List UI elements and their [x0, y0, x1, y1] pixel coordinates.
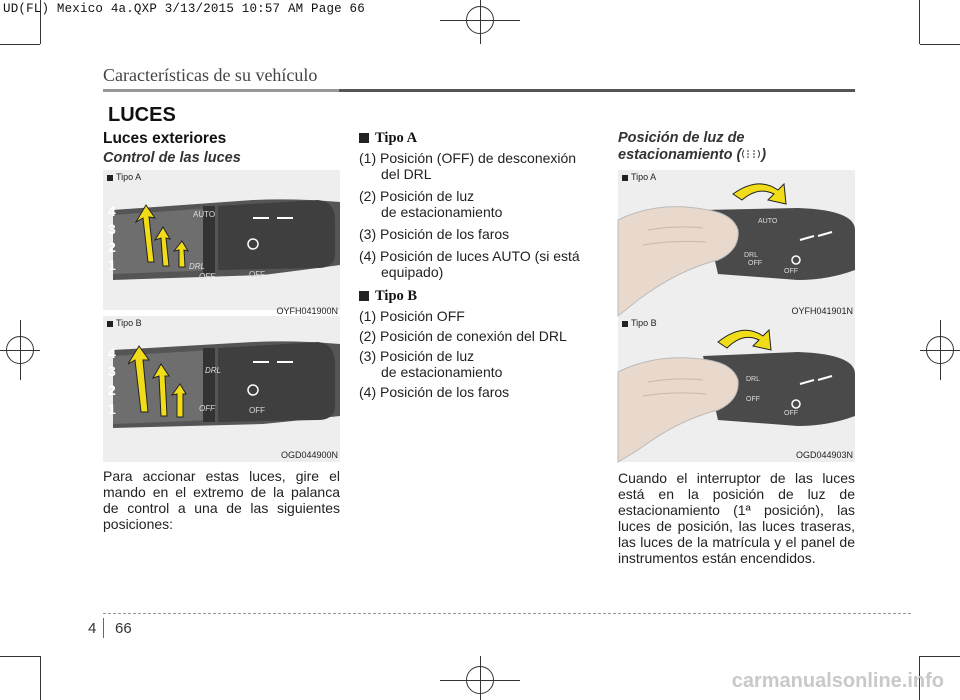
crop-mark [919, 0, 920, 44]
off-label: OFF [199, 404, 215, 413]
crop-mark [920, 656, 960, 657]
position-number: 3 [108, 363, 116, 379]
tipo-b-heading: Tipo B [359, 288, 417, 305]
parking-light-icon [741, 148, 761, 160]
list-item: (2) Posición de conexión del DRL [359, 328, 567, 344]
figure-code: OGD044903N [795, 450, 853, 460]
off-label: OFF [748, 260, 762, 267]
list-item: (4) Posición de luces AUTO (si está equipado) [359, 248, 580, 280]
figure-code: OGD044900N [280, 450, 338, 460]
crop-mark [0, 656, 40, 657]
position-number: 3 [108, 221, 116, 237]
lever-illustration-a [103, 170, 340, 310]
print-slug: UD(FL) Mexico 4a.QXP 3/13/2015 10:57 AM Page 66 [3, 2, 365, 16]
figure-code: OYFH041900N [276, 306, 338, 316]
crop-mark [0, 44, 40, 45]
page-divider [103, 618, 104, 638]
list-item: (1) Posición (OFF) de desconexión del DRL [359, 150, 577, 182]
col3-paragraph: Cuando el interruptor de las luces está en la posición de luz de estacionamiento (1ª posición), las luces de posición, las luces traseras, las luces de la matrícula y el panel de instrumentos están encendidos. [618, 470, 855, 566]
auto-label: AUTO [193, 210, 216, 219]
type-a-tag: Tipo A [622, 172, 656, 182]
type-b-tag: Tipo B [622, 318, 657, 328]
off-label: OFF [784, 410, 798, 417]
crop-mark [920, 44, 960, 45]
drl-label: DRL [189, 262, 206, 271]
list-item: (2) Posición de luz de estacionamiento [359, 188, 503, 220]
tipo-b-list [359, 308, 599, 406]
tipo-a-list [359, 150, 599, 286]
off-label: OFF [784, 268, 798, 275]
tipo-a-heading: Tipo A [359, 130, 417, 147]
auto-label: AUTO [758, 218, 778, 225]
list-item: (3) Posición de luz de estacionamiento [359, 348, 503, 380]
off-label: OFF [249, 270, 265, 279]
lever-illustration-b [103, 316, 340, 462]
parking-photo-type-a [618, 170, 855, 316]
parking-light-heading-line2: estacionamiento ( ) [618, 147, 767, 163]
drl-label: DRL [746, 376, 761, 383]
list-item: (3) Posición de los faros [359, 226, 510, 242]
page-number: 66 [115, 620, 132, 637]
position-number: 2 [108, 239, 116, 255]
exterior-lights-heading: Luces exteriores [103, 130, 227, 147]
figure-code: OYFH041901N [791, 306, 853, 316]
position-number: 1 [108, 401, 116, 417]
position-number: 2 [108, 382, 116, 398]
footer-rule [103, 613, 911, 614]
lever-photo-type-a [103, 170, 340, 316]
position-number: 4 [108, 345, 116, 361]
position-number: 1 [108, 257, 116, 273]
running-header: Características de su vehículo [103, 65, 318, 85]
section-title: LUCES [108, 104, 176, 126]
crop-mark [40, 656, 41, 700]
watermark: carmanualsonline.info [731, 670, 944, 692]
lever-photo-type-b [103, 316, 340, 462]
drl-label: DRL [744, 252, 759, 259]
hand-lever-illustration-b [618, 316, 855, 462]
header-rule-accent [103, 89, 339, 92]
list-item: (4) Posición de los faros [359, 384, 510, 400]
off-label: OFF [249, 406, 265, 415]
parking-light-heading: Posición de luz de [618, 130, 745, 146]
col1-paragraph: Para accionar estas luces, gire el mando en el extremo de la palanca de control a una de las siguientes posiciones: [103, 468, 340, 532]
chapter-number: 4 [88, 620, 97, 637]
position-number: 4 [108, 203, 116, 219]
type-a-tag: Tipo A [107, 172, 141, 182]
light-control-subheading: Control de las luces [103, 150, 241, 166]
drl-label: DRL [205, 366, 222, 375]
hand-lever-illustration-a [618, 170, 855, 316]
parking-photo-type-b [618, 316, 855, 462]
off-label: OFF [199, 272, 215, 281]
list-item: (1) Posición OFF [359, 308, 465, 324]
type-b-tag: Tipo B [107, 318, 142, 328]
off-label: OFF [746, 396, 760, 403]
